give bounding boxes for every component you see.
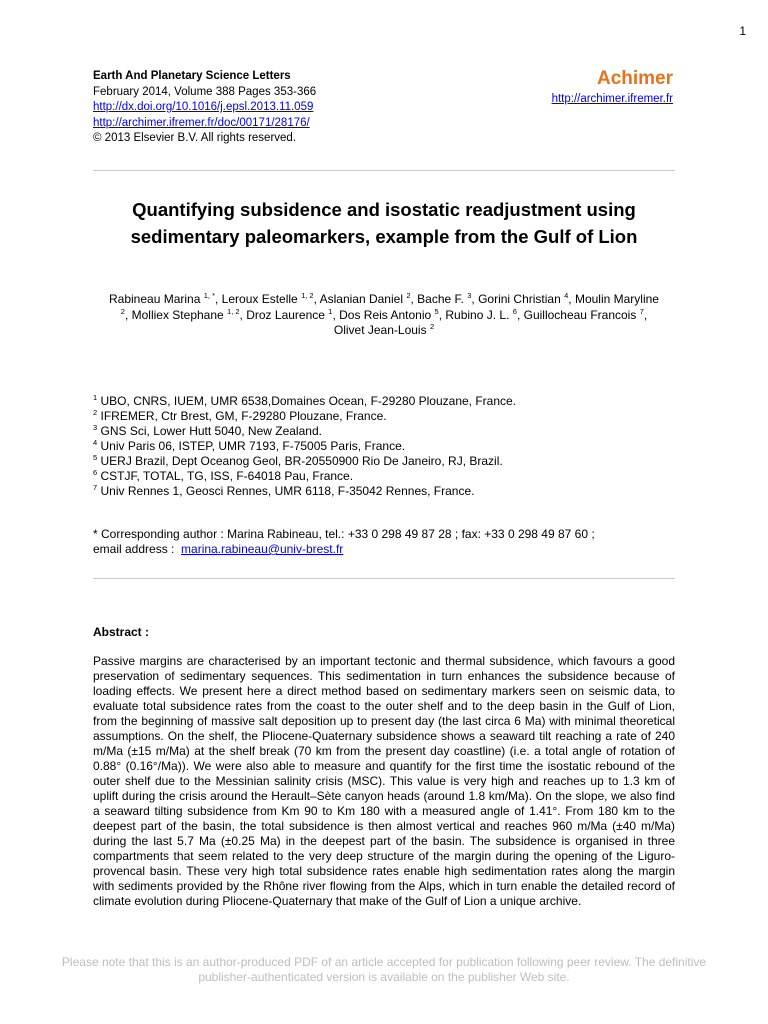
author-list — [108, 292, 660, 339]
copyright: © 2013 Elsevier B.V. All rights reserved. — [93, 132, 297, 144]
archive-brand — [552, 68, 673, 105]
author-separator: , — [568, 292, 575, 306]
header-divider — [93, 170, 675, 171]
affiliation-number: 6 — [93, 468, 98, 477]
author-name: Moulin Maryline — [574, 292, 659, 306]
author-affiliation-mark: 1 — [328, 306, 333, 316]
email-link[interactable]: marina.rabineau@univ-brest.fr — [181, 542, 344, 556]
title-line-2: sedimentary paleomarkers, example from the Gulf of Lion — [130, 226, 638, 247]
author-separator: , — [215, 292, 222, 306]
author-affiliation-mark: 7 — [639, 306, 644, 316]
author-separator: , — [471, 292, 479, 306]
affiliation-item — [93, 484, 516, 499]
author-separator: , — [313, 292, 320, 306]
affiliation-item — [93, 439, 516, 454]
affiliation-item — [93, 454, 516, 469]
affiliation-text: Univ Paris 06, ISTEP, UMR 7193, F-75005 Paris, France. — [100, 439, 406, 453]
author-affiliation-mark: 4 — [564, 291, 569, 300]
affiliation-text: CSTJF, TOTAL, TG, ISS, F-64018 Pau, France. — [100, 469, 354, 483]
affiliation-number: 2 — [93, 408, 98, 417]
affiliation-text: UERJ Brazil, Dept Oceanog Geol, BR-20550900 Rio De Janeiro, RJ, Brazil. — [100, 454, 503, 468]
author-affiliation-mark: 5 — [434, 306, 439, 316]
affiliation-item — [93, 424, 516, 439]
author-name: Rubino J. L. — [445, 307, 510, 322]
abstract-text: Passive margins are characterised by an important tectonic and thermal subsidence, which favours a good preservation of sedimentary sequences. This sedimentation in turn enhances the subsidence because of loading effects. We present here a direct method based on sedimentary markers seen on seismic data, to evaluate total subsidence rates from the coast to the outer shelf and to the deep basin in the Gulf of Lion, from the beginning of massive salt deposition up to present day (the last circa 6 Ma) with minimal theoretical assumptions. On the shelf, the Pliocene-Quaternary subsidence shows a seaward tilt reaching a rate of 240 m/Ma (±15 m/Ma) at the shelf break (70 km from the present day coastline) (i.e. a total angle of rotation of 0.88° (0.16°/Ma)). We were also able to measure and quantify for the first time the isostatic rebound of the outer shelf due to the Messinian salinity crisis (MSC). This value is very high and reaches up to 1.3 km of uplift during the crisis around the Herault–Sète canyon heads (around 1.8 km/Ma). On the slope, we also find a seaward tilting subsidence from Km 90 to Km 180 with a measured angle of 1.41°. From 180 km to the deepest part of the basin, the total subsidence is then almost vertical and reaches 960 m/Ma (±40 m/Ma) during the last 5.7 Ma (±0.25 Ma) in the deepest part of the basin. The subsidence is organised in three compartments that seem related to the very deep structure of the margin during the opening of the Liguro-provencal basin. These very high total subsidence rates enable high sedimentation rates along the margin with sediments provided by the Rhône river flowing from the Alps, which in turn enable the detailed record of climate evolution during Pliocene-Quaternary that make of the Gulf of Lion a unique archive. — [93, 654, 675, 908]
author-separator: , — [239, 307, 247, 322]
affiliation-text: GNS Sci, Lower Hutt 5040, New Zealand. — [100, 424, 322, 438]
author-affiliation-mark: 2 — [406, 291, 411, 300]
email-label: email address : — [93, 542, 175, 556]
affiliation-text: Univ Rennes 1, Geosci Rennes, UMR 6118, F-35042 Rennes, France. — [100, 484, 475, 498]
author-separator: , — [332, 307, 340, 322]
affiliation-number: 4 — [93, 438, 98, 447]
paper-title — [93, 196, 675, 250]
author-separator: , — [516, 307, 524, 322]
affiliation-text: UBO, CNRS, IUEM, UMR 6538,Domaines Ocean, F-29280 Plouzane, France. — [100, 394, 517, 408]
author-affiliation-mark: 6 — [512, 306, 517, 316]
affiliation-item — [93, 469, 516, 484]
affiliation-number: 1 — [93, 393, 98, 402]
journal-issue: February 2014, Volume 388 Pages 353-366 — [93, 85, 317, 98]
author-name: Bache F. — [417, 292, 464, 306]
corresponding-author — [93, 527, 595, 557]
author-affiliation-mark: 2 — [120, 306, 125, 316]
title-line-1: Quantifying subsidence and isostatic readjustment using — [132, 199, 636, 220]
author-name: Dos Reis Antonio — [339, 307, 432, 322]
affiliation-item — [93, 394, 516, 409]
author-name: Gorini Christian — [478, 292, 561, 306]
journal-info — [93, 69, 316, 147]
corresponding-line: * Corresponding author : Marina Rabineau, tel.: +33 0 298 49 87 28 ; fax: +33 0 298 49 87 60 ; — [93, 527, 595, 541]
affiliation-list — [93, 394, 516, 499]
brand-name: Achimer — [596, 68, 673, 89]
author-separator: , — [643, 307, 648, 322]
footer-note: Please note that this is an author-produced PDF of an article accepted for publication following peer review. The definitive publisher-authenticated version is available on the publisher Web site. — [61, 955, 707, 984]
affiliation-number: 3 — [93, 423, 98, 432]
author-affiliation-mark: 3 — [467, 291, 472, 300]
author-name: Aslanian Daniel — [319, 292, 403, 306]
affiliation-number: 7 — [93, 483, 98, 492]
author-separator: , — [438, 307, 446, 322]
section-divider — [93, 578, 675, 579]
author-affiliation-mark: 2 — [429, 322, 435, 331]
affiliation-number: 5 — [93, 453, 98, 462]
author-name: Molliex Stephane — [131, 307, 224, 322]
archive-link[interactable]: http://archimer.ifremer.fr/doc/00171/28176/ — [93, 116, 310, 129]
author-affiliation-mark: 1, 2 — [301, 291, 314, 300]
author-name: Olivet Jean-Louis — [333, 323, 427, 337]
page-number: 1 — [739, 24, 746, 38]
author-affiliation-mark: 1, 2 — [227, 306, 240, 316]
affiliation-item — [93, 409, 516, 424]
author-separator: , — [124, 307, 132, 322]
abstract-heading: Abstract : — [93, 625, 150, 639]
author-name: Leroux Estelle — [221, 292, 298, 306]
author-name: Guillocheau Francois — [523, 307, 637, 322]
journal-name: Earth And Planetary Science Letters — [93, 70, 291, 82]
author-separator: , — [410, 292, 418, 306]
doi-link[interactable]: http://dx.doi.org/10.1016/j.epsl.2013.11.059 — [93, 101, 314, 113]
brand-url[interactable]: http://archimer.ifremer.fr — [551, 93, 673, 105]
affiliation-text: IFREMER, Ctr Brest, GM, F-29280 Plouzane, France. — [100, 409, 387, 423]
author-name: Droz Laurence — [246, 307, 325, 322]
author-affiliation-mark: 1, * — [203, 291, 215, 300]
author-name: Rabineau Marina — [109, 292, 201, 306]
